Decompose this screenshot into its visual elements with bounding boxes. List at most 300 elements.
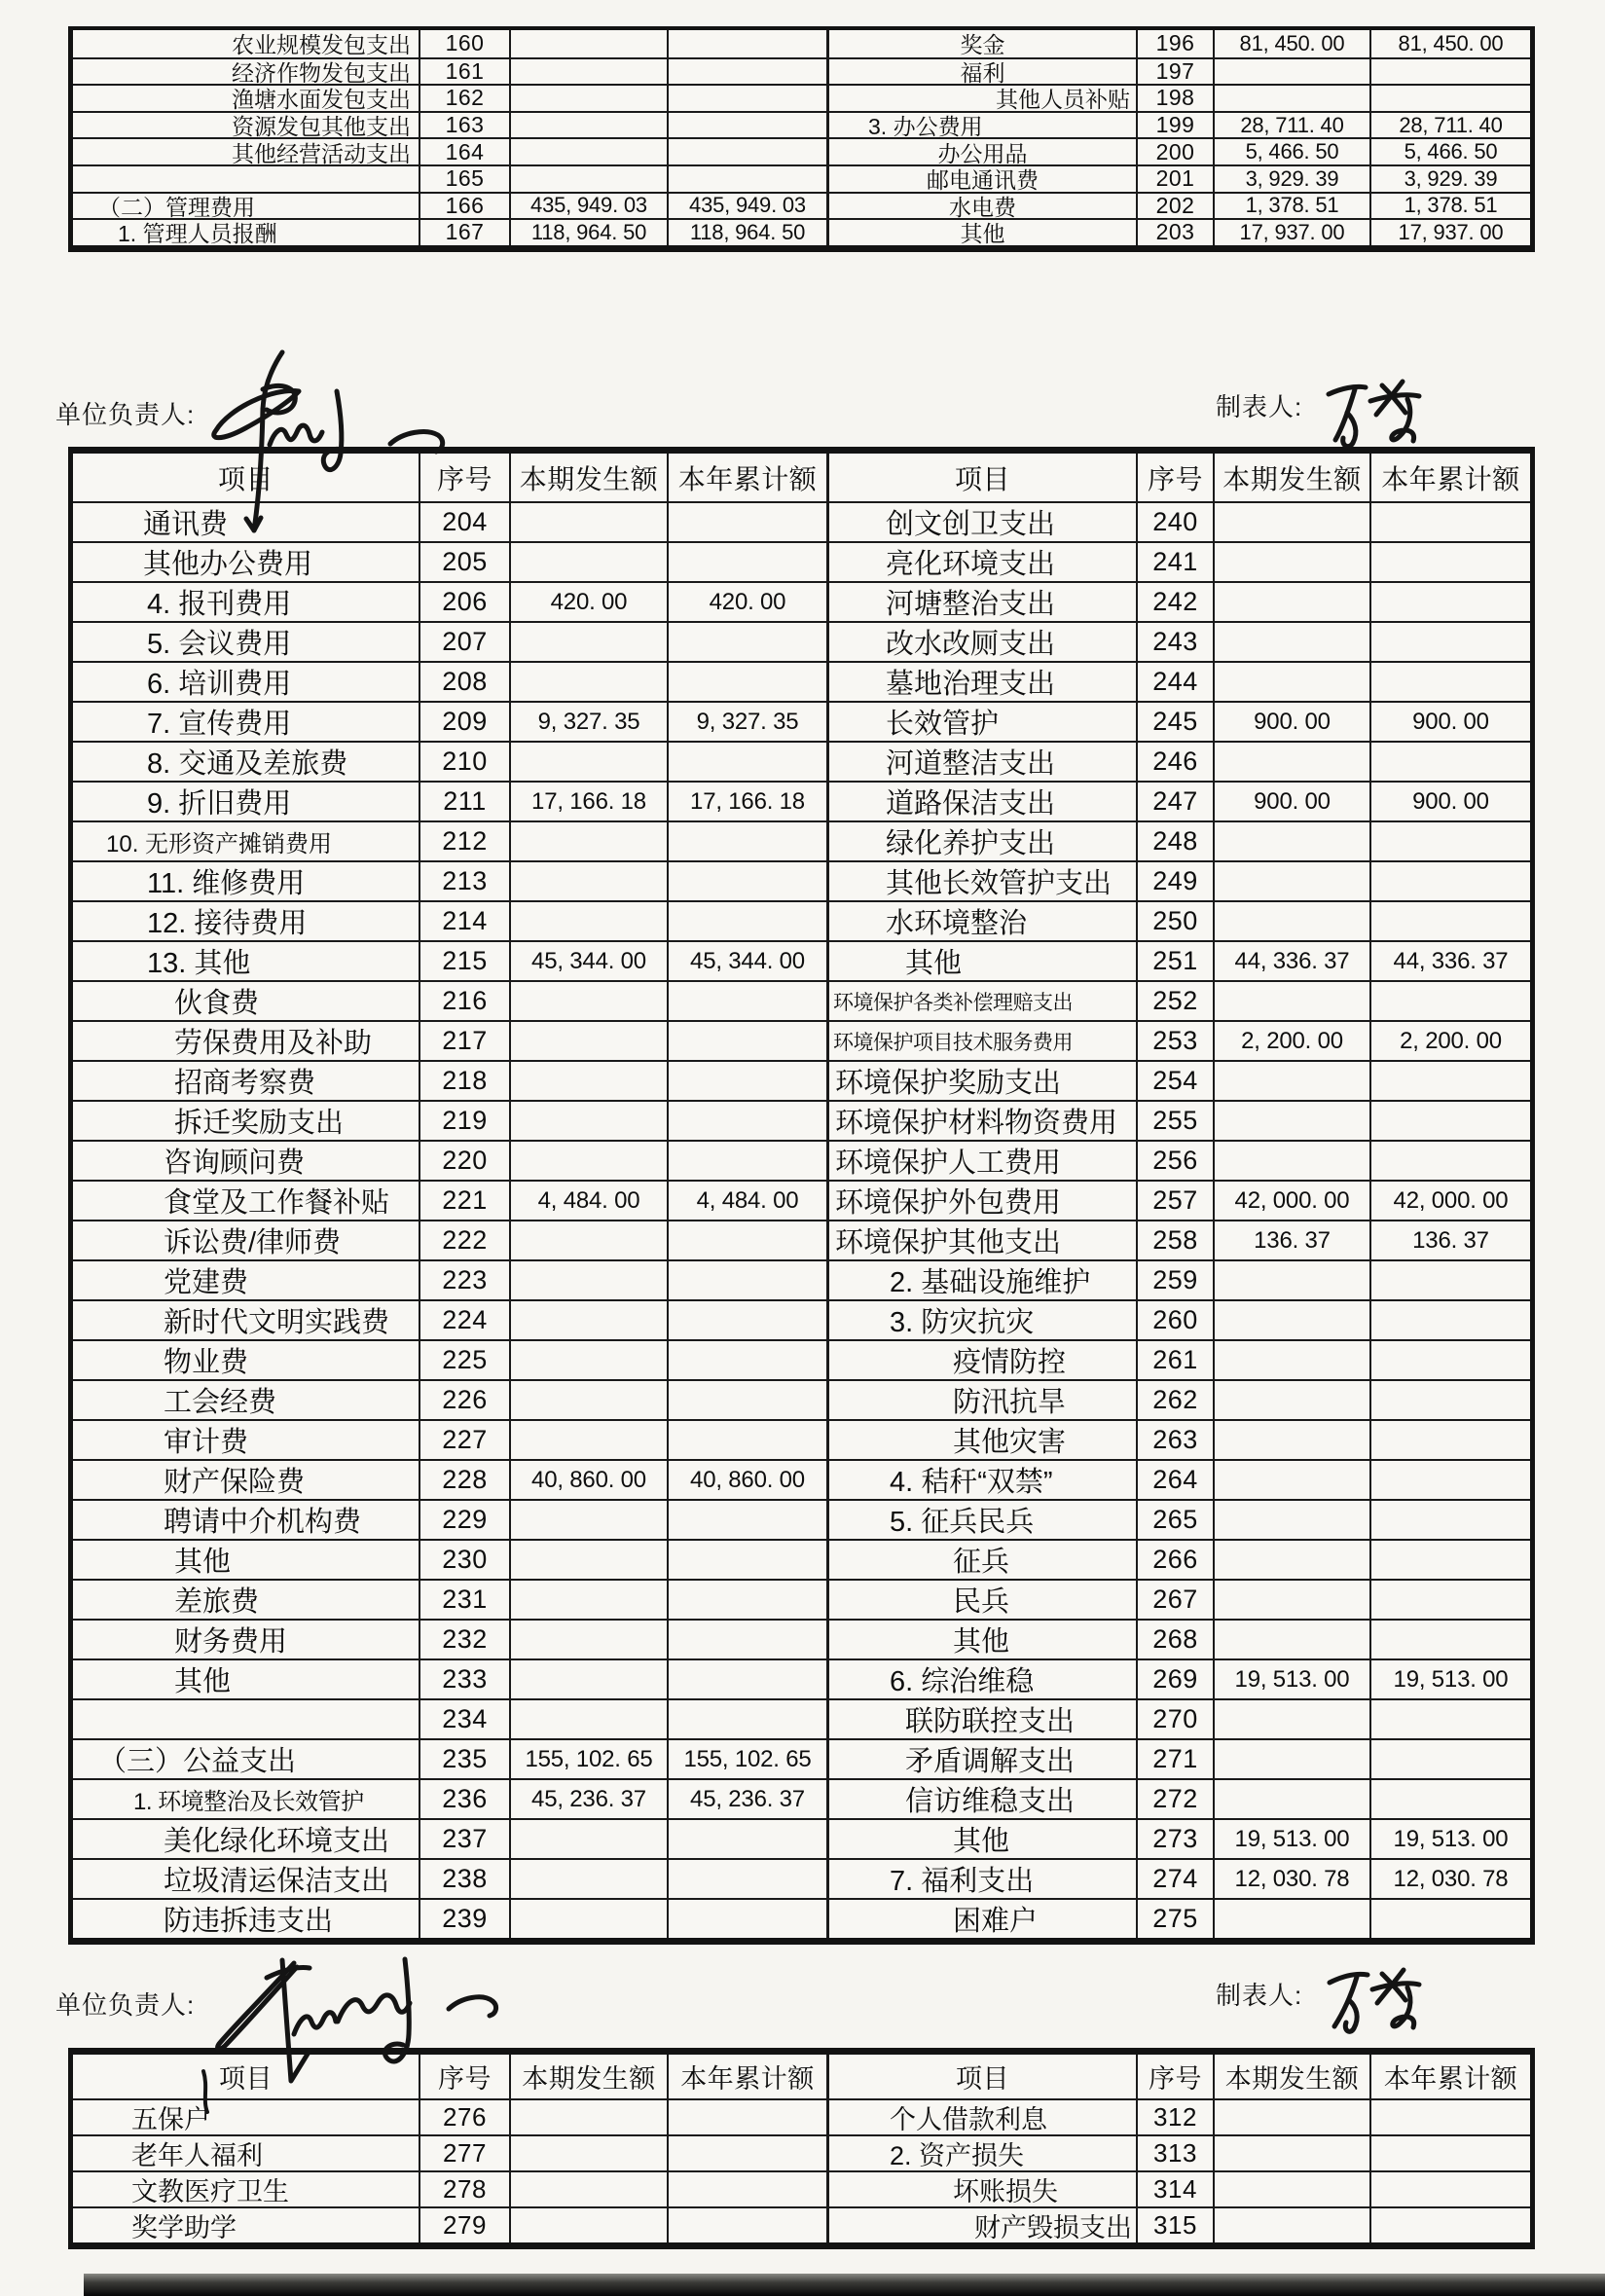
amount-cell: 45, 236. 37 xyxy=(667,1778,826,1818)
table-row xyxy=(73,30,1530,57)
serial-cell: 243 xyxy=(1136,621,1213,661)
item-cell xyxy=(73,164,419,192)
table-row xyxy=(73,741,1530,781)
serial-cell: 209 xyxy=(419,701,509,741)
table-row xyxy=(73,1898,1530,1938)
serial-cell: 241 xyxy=(1136,541,1213,581)
column-header: 本期发生额 xyxy=(509,454,667,501)
item-cell: 财务费用 xyxy=(73,1619,419,1658)
item-cell: 水电费 xyxy=(826,192,1136,219)
table-row xyxy=(73,2134,1530,2170)
item-cell: 6. 综治维稳 xyxy=(826,1658,1136,1698)
item-cell: 10. 无形资产摊销费用 xyxy=(73,820,419,860)
amount-cell: 900. 00 xyxy=(1213,701,1369,741)
top-table xyxy=(68,26,1535,252)
column-header: 本年累计额 xyxy=(1369,2055,1530,2098)
serial-cell: 232 xyxy=(419,1619,509,1658)
amount-cell xyxy=(1369,1060,1530,1100)
serial-cell: 313 xyxy=(1136,2134,1213,2170)
item-cell: 垃圾清运保洁支出 xyxy=(73,1858,419,1898)
amount-cell xyxy=(667,2206,826,2242)
unit-head-label: 单位负责人: xyxy=(55,1990,196,2020)
item-cell: 经济作物发包支出 xyxy=(73,57,419,85)
item-cell: 个人借款利息 xyxy=(826,2098,1136,2134)
serial-cell: 275 xyxy=(1136,1898,1213,1938)
item-cell: 防违拆违支出 xyxy=(73,1898,419,1938)
amount-cell xyxy=(509,661,667,701)
table-row xyxy=(73,1220,1530,1259)
amount-cell xyxy=(509,1060,667,1100)
serial-cell: 214 xyxy=(419,900,509,940)
item-cell: 征兵 xyxy=(826,1539,1136,1579)
item-cell: 办公用品 xyxy=(826,137,1136,164)
item-cell: （三）公益支出 xyxy=(73,1738,419,1778)
table-row xyxy=(73,1459,1530,1499)
serial-cell: 219 xyxy=(419,1100,509,1140)
signature-preparer-1 xyxy=(1329,382,1419,447)
amount-cell xyxy=(667,1818,826,1858)
item-cell: 审计费 xyxy=(73,1419,419,1459)
table-row xyxy=(73,1579,1530,1619)
amount-cell xyxy=(1369,1419,1530,1459)
amount-cell xyxy=(1369,1738,1530,1778)
serial-cell: 266 xyxy=(1136,1539,1213,1579)
serial-cell: 262 xyxy=(1136,1379,1213,1419)
column-header: 序号 xyxy=(1136,454,1213,501)
table-row xyxy=(73,701,1530,741)
serial-cell: 162 xyxy=(419,84,509,111)
serial-cell: 226 xyxy=(419,1379,509,1419)
serial-cell: 256 xyxy=(1136,1140,1213,1180)
amount-cell xyxy=(1213,860,1369,900)
amount-cell: 900. 00 xyxy=(1213,781,1369,820)
item-cell: 其他 xyxy=(826,1818,1136,1858)
header-row xyxy=(73,2055,1530,2098)
item-cell: 差旅费 xyxy=(73,1579,419,1619)
amount-cell xyxy=(1369,1299,1530,1339)
table-row xyxy=(73,1140,1530,1180)
amount-cell: 900. 00 xyxy=(1369,701,1530,741)
table-row xyxy=(73,1379,1530,1419)
amount-cell: 40, 860. 00 xyxy=(509,1459,667,1499)
amount-cell xyxy=(1369,2170,1530,2206)
amount-cell xyxy=(1369,1539,1530,1579)
amount-cell: 9, 327. 35 xyxy=(667,701,826,741)
amount-cell xyxy=(1213,661,1369,701)
item-cell: 文教医疗卫生 xyxy=(73,2170,419,2206)
amount-cell xyxy=(667,621,826,661)
item-cell: 邮电通讯费 xyxy=(826,164,1136,192)
amount-cell xyxy=(667,1499,826,1539)
amount-cell: 42, 000. 00 xyxy=(1213,1180,1369,1220)
amount-cell xyxy=(1213,1898,1369,1938)
item-cell: 财产毁损支出 xyxy=(826,2206,1136,2242)
amount-cell xyxy=(509,1020,667,1060)
serial-cell: 196 xyxy=(1136,30,1213,57)
amount-cell xyxy=(1369,1499,1530,1539)
amount-cell: 118, 964. 50 xyxy=(509,218,667,245)
main-table xyxy=(68,447,1535,1945)
table-row xyxy=(73,1738,1530,1778)
item-cell: 改水改厕支出 xyxy=(826,621,1136,661)
amount-cell xyxy=(1213,1698,1369,1738)
amount-cell: 420. 00 xyxy=(667,581,826,621)
preparer-label: 制表人: xyxy=(1216,1981,1303,2010)
serial-cell: 208 xyxy=(419,661,509,701)
table-row xyxy=(73,137,1530,164)
amount-cell xyxy=(1369,1100,1530,1140)
item-cell: 矛盾调解支出 xyxy=(826,1738,1136,1778)
amount-cell xyxy=(1213,820,1369,860)
table-row xyxy=(73,1499,1530,1539)
amount-cell xyxy=(509,820,667,860)
amount-cell: 44, 336. 37 xyxy=(1213,940,1369,980)
amount-cell: 5, 466. 50 xyxy=(1213,137,1369,164)
amount-cell xyxy=(1369,1619,1530,1658)
amount-cell xyxy=(1213,1259,1369,1299)
amount-cell xyxy=(1213,1539,1369,1579)
column-header: 本期发生额 xyxy=(1213,454,1369,501)
item-cell: 招商考察费 xyxy=(73,1060,419,1100)
table-row xyxy=(73,1299,1530,1339)
item-cell: 其他 xyxy=(73,1539,419,1579)
serial-cell: 206 xyxy=(419,581,509,621)
amount-cell xyxy=(1369,741,1530,781)
item-cell: 其他灾害 xyxy=(826,1419,1136,1459)
serial-cell: 314 xyxy=(1136,2170,1213,2206)
table-row xyxy=(73,860,1530,900)
serial-cell: 255 xyxy=(1136,1100,1213,1140)
amount-cell xyxy=(1213,1140,1369,1180)
amount-cell: 3, 929. 39 xyxy=(1369,164,1530,192)
table-row xyxy=(73,980,1530,1020)
item-cell: 环境保护材料物资费用 xyxy=(826,1100,1136,1140)
amount-cell xyxy=(509,541,667,581)
amount-cell xyxy=(667,1698,826,1738)
amount-cell: 17, 937. 00 xyxy=(1369,218,1530,245)
amount-cell xyxy=(509,501,667,541)
serial-cell: 215 xyxy=(419,940,509,980)
item-cell: 困难户 xyxy=(826,1898,1136,1938)
amount-cell xyxy=(509,1658,667,1698)
serial-cell: 244 xyxy=(1136,661,1213,701)
item-cell: 环境保护外包费用 xyxy=(826,1180,1136,1220)
serial-cell: 277 xyxy=(419,2134,509,2170)
amount-cell xyxy=(1369,84,1530,111)
item-cell: 奖金 xyxy=(826,30,1136,57)
amount-cell xyxy=(667,1060,826,1100)
serial-cell: 230 xyxy=(419,1539,509,1579)
amount-cell xyxy=(667,501,826,541)
serial-cell: 221 xyxy=(419,1180,509,1220)
serial-cell: 270 xyxy=(1136,1698,1213,1738)
table-row xyxy=(73,1419,1530,1459)
amount-cell xyxy=(1213,1738,1369,1778)
serial-cell: 253 xyxy=(1136,1020,1213,1060)
column-header: 序号 xyxy=(419,2055,509,2098)
serial-cell: 248 xyxy=(1136,820,1213,860)
preparer-label: 制表人: xyxy=(1216,392,1303,421)
serial-cell: 278 xyxy=(419,2170,509,2206)
amount-cell xyxy=(509,1299,667,1339)
amount-cell xyxy=(667,1579,826,1619)
item-cell: 信访维稳支出 xyxy=(826,1778,1136,1818)
table-row xyxy=(73,1818,1530,1858)
amount-cell xyxy=(509,30,667,57)
table-row xyxy=(73,111,1530,138)
serial-cell: 212 xyxy=(419,820,509,860)
item-cell: 诉讼费/律师费 xyxy=(73,1220,419,1259)
amount-cell xyxy=(1213,2098,1369,2134)
unit-head-label: 单位负责人: xyxy=(55,400,196,429)
item-cell: 美化绿化环境支出 xyxy=(73,1818,419,1858)
serial-cell: 218 xyxy=(419,1060,509,1100)
column-header: 项目 xyxy=(826,454,1136,501)
table-row xyxy=(73,621,1530,661)
amount-cell xyxy=(1369,900,1530,940)
amount-cell xyxy=(1369,2098,1530,2134)
serial-cell: 251 xyxy=(1136,940,1213,980)
item-cell: 劳保费用及补助 xyxy=(73,1020,419,1060)
amount-cell: 136. 37 xyxy=(1213,1220,1369,1259)
column-header: 项目 xyxy=(217,463,274,494)
amount-cell xyxy=(509,1539,667,1579)
serial-cell: 239 xyxy=(419,1898,509,1938)
amount-cell xyxy=(509,111,667,138)
column-header: 本年累计额 xyxy=(1369,454,1530,501)
amount-cell xyxy=(667,860,826,900)
table-row xyxy=(73,1259,1530,1299)
item-cell: 工会经费 xyxy=(73,1379,419,1419)
item-cell: 绿化养护支出 xyxy=(826,820,1136,860)
serial-cell: 231 xyxy=(419,1579,509,1619)
scan-edge-artifact xyxy=(84,2274,1605,2296)
amount-cell xyxy=(667,111,826,138)
amount-cell xyxy=(1369,1259,1530,1299)
item-cell: 2. 资产损失 xyxy=(826,2134,1136,2170)
amount-cell: 17, 166. 18 xyxy=(509,781,667,820)
serial-cell: 217 xyxy=(419,1020,509,1060)
item-cell: 疫情防控 xyxy=(826,1339,1136,1379)
serial-cell: 254 xyxy=(1136,1060,1213,1100)
item-cell: 环境保护奖励支出 xyxy=(826,1060,1136,1100)
amount-cell xyxy=(1213,1579,1369,1619)
amount-cell xyxy=(1213,1060,1369,1100)
serial-cell: 250 xyxy=(1136,900,1213,940)
serial-cell: 240 xyxy=(1136,501,1213,541)
table-row xyxy=(73,820,1530,860)
serial-cell: 265 xyxy=(1136,1499,1213,1539)
amount-cell: 2, 200. 00 xyxy=(1213,1020,1369,1060)
serial-cell: 228 xyxy=(419,1459,509,1499)
amount-cell xyxy=(509,980,667,1020)
serial-cell: 216 xyxy=(419,980,509,1020)
item-cell: 联防联控支出 xyxy=(826,1698,1136,1738)
amount-cell: 435, 949. 03 xyxy=(509,192,667,219)
item-cell: 8. 交通及差旅费 xyxy=(73,741,419,781)
serial-cell: 273 xyxy=(1136,1818,1213,1858)
table-row xyxy=(73,164,1530,192)
amount-cell xyxy=(1369,57,1530,85)
serial-cell: 164 xyxy=(419,137,509,164)
table-row xyxy=(73,1020,1530,1060)
amount-cell xyxy=(1369,621,1530,661)
amount-cell xyxy=(1213,980,1369,1020)
serial-cell: 252 xyxy=(1136,980,1213,1020)
amount-cell xyxy=(509,741,667,781)
serial-cell: 247 xyxy=(1136,781,1213,820)
item-cell: 5. 会议费用 xyxy=(73,621,419,661)
amount-cell xyxy=(1213,1100,1369,1140)
amount-cell: 28, 711. 40 xyxy=(1369,111,1530,138)
column-header: 本年累计额 xyxy=(667,454,826,501)
table-row xyxy=(73,1698,1530,1738)
item-cell: 1. 管理人员报酬 xyxy=(73,218,419,245)
item-cell: 6. 培训费用 xyxy=(73,661,419,701)
serial-cell: 202 xyxy=(1136,192,1213,219)
column-header: 项目 xyxy=(219,2064,273,2094)
item-cell: 创文创卫支出 xyxy=(826,501,1136,541)
item-cell: 11. 维修费用 xyxy=(73,860,419,900)
item-cell: 环境保护其他支出 xyxy=(826,1220,1136,1259)
serial-cell: 271 xyxy=(1136,1738,1213,1778)
amount-cell xyxy=(667,1858,826,1898)
amount-cell xyxy=(1213,541,1369,581)
amount-cell xyxy=(1369,1339,1530,1379)
amount-cell: 28, 711. 40 xyxy=(1213,111,1369,138)
amount-cell: 118, 964. 50 xyxy=(667,218,826,245)
serial-cell: 260 xyxy=(1136,1299,1213,1339)
item-cell: 老年人福利 xyxy=(73,2134,419,2170)
serial-cell: 200 xyxy=(1136,137,1213,164)
amount-cell: 19, 513. 00 xyxy=(1213,1818,1369,1858)
amount-cell xyxy=(667,1020,826,1060)
amount-cell xyxy=(1369,581,1530,621)
amount-cell xyxy=(667,1339,826,1379)
amount-cell: 900. 00 xyxy=(1369,781,1530,820)
amount-cell xyxy=(1369,2134,1530,2170)
amount-cell xyxy=(667,1379,826,1419)
column-header: 本期发生额 xyxy=(509,2055,667,2098)
serial-cell: 220 xyxy=(419,1140,509,1180)
item-cell: 4. 秸秆“双禁” xyxy=(826,1459,1136,1499)
amount-cell xyxy=(1369,980,1530,1020)
amount-cell xyxy=(1369,1698,1530,1738)
item-cell: 环境保护人工费用 xyxy=(826,1140,1136,1180)
table-row xyxy=(73,1339,1530,1379)
table-row xyxy=(73,661,1530,701)
amount-cell xyxy=(667,164,826,192)
column-header: 本年累计额 xyxy=(667,2055,826,2098)
serial-cell: 204 xyxy=(419,501,509,541)
amount-cell xyxy=(667,1619,826,1658)
serial-cell: 236 xyxy=(419,1778,509,1818)
serial-cell: 238 xyxy=(419,1858,509,1898)
table-row xyxy=(73,501,1530,541)
amount-cell xyxy=(509,860,667,900)
serial-cell: 198 xyxy=(1136,84,1213,111)
table-row xyxy=(73,1100,1530,1140)
item-cell: 墓地治理支出 xyxy=(826,661,1136,701)
amount-cell: 19, 513. 00 xyxy=(1213,1658,1369,1698)
item-cell: 渔塘水面发包支出 xyxy=(73,84,419,111)
amount-cell: 5, 466. 50 xyxy=(1369,137,1530,164)
item-cell: 1. 环境整治及长效管护 xyxy=(73,1778,419,1818)
amount-cell xyxy=(1213,2170,1369,2206)
amount-cell xyxy=(509,1818,667,1858)
amount-cell xyxy=(1213,1459,1369,1499)
amount-cell: 4, 484. 00 xyxy=(509,1180,667,1220)
amount-cell xyxy=(667,820,826,860)
serial-cell: 235 xyxy=(419,1738,509,1778)
item-cell: 其他经营活动支出 xyxy=(73,137,419,164)
amount-cell: 4, 484. 00 xyxy=(667,1180,826,1220)
amount-cell xyxy=(1369,1459,1530,1499)
amount-cell xyxy=(509,2206,667,2242)
amount-cell: 155, 102. 65 xyxy=(509,1738,667,1778)
serial-cell: 258 xyxy=(1136,1220,1213,1259)
amount-cell: 45, 236. 37 xyxy=(509,1778,667,1818)
item-cell: 4. 报刊费用 xyxy=(73,581,419,621)
serial-cell: 245 xyxy=(1136,701,1213,741)
amount-cell xyxy=(509,1100,667,1140)
amount-cell xyxy=(667,137,826,164)
amount-cell: 420. 00 xyxy=(509,581,667,621)
amount-cell xyxy=(667,2098,826,2134)
item-cell: 3. 办公费用 xyxy=(826,111,1136,138)
item-cell: 伙食费 xyxy=(73,980,419,1020)
serial-cell: 237 xyxy=(419,1818,509,1858)
item-cell: 其他办公费用 xyxy=(73,541,419,581)
item-cell: 7. 宣传费用 xyxy=(73,701,419,741)
amount-cell xyxy=(667,741,826,781)
item-cell: 新时代文明实践费 xyxy=(73,1299,419,1339)
amount-cell xyxy=(667,1898,826,1938)
amount-cell xyxy=(509,1220,667,1259)
amount-cell xyxy=(667,84,826,111)
amount-cell xyxy=(509,1379,667,1419)
serial-cell: 166 xyxy=(419,192,509,219)
item-cell: 其他长效管护支出 xyxy=(826,860,1136,900)
item-cell: 环境保护各类补偿理赔支出 xyxy=(826,980,1136,1020)
serial-cell: 203 xyxy=(1136,218,1213,245)
item-cell xyxy=(73,1698,419,1738)
amount-cell xyxy=(1369,1579,1530,1619)
serial-cell: 160 xyxy=(419,30,509,57)
amount-cell xyxy=(1213,84,1369,111)
amount-cell xyxy=(509,1259,667,1299)
item-cell: 环境保护项目技术服务费用 xyxy=(826,1020,1136,1060)
item-cell: 7. 福利支出 xyxy=(826,1858,1136,1898)
item-cell: 农业规模发包支出 xyxy=(232,32,411,57)
serial-cell: 167 xyxy=(419,218,509,245)
table-row xyxy=(73,2170,1530,2206)
amount-cell xyxy=(1213,621,1369,661)
amount-cell xyxy=(667,1539,826,1579)
table-row xyxy=(73,1539,1530,1579)
item-cell: 食堂及工作餐补贴 xyxy=(73,1180,419,1220)
serial-cell: 233 xyxy=(419,1658,509,1698)
item-cell: 财产保险费 xyxy=(73,1459,419,1499)
amount-cell: 17, 937. 00 xyxy=(1213,218,1369,245)
amount-cell: 81, 450. 00 xyxy=(1213,30,1369,57)
serial-cell: 279 xyxy=(419,2206,509,2242)
amount-cell xyxy=(509,164,667,192)
item-cell: 5. 征兵民兵 xyxy=(826,1499,1136,1539)
amount-cell xyxy=(1369,661,1530,701)
table-row xyxy=(73,57,1530,85)
amount-cell: 435, 949. 03 xyxy=(667,192,826,219)
